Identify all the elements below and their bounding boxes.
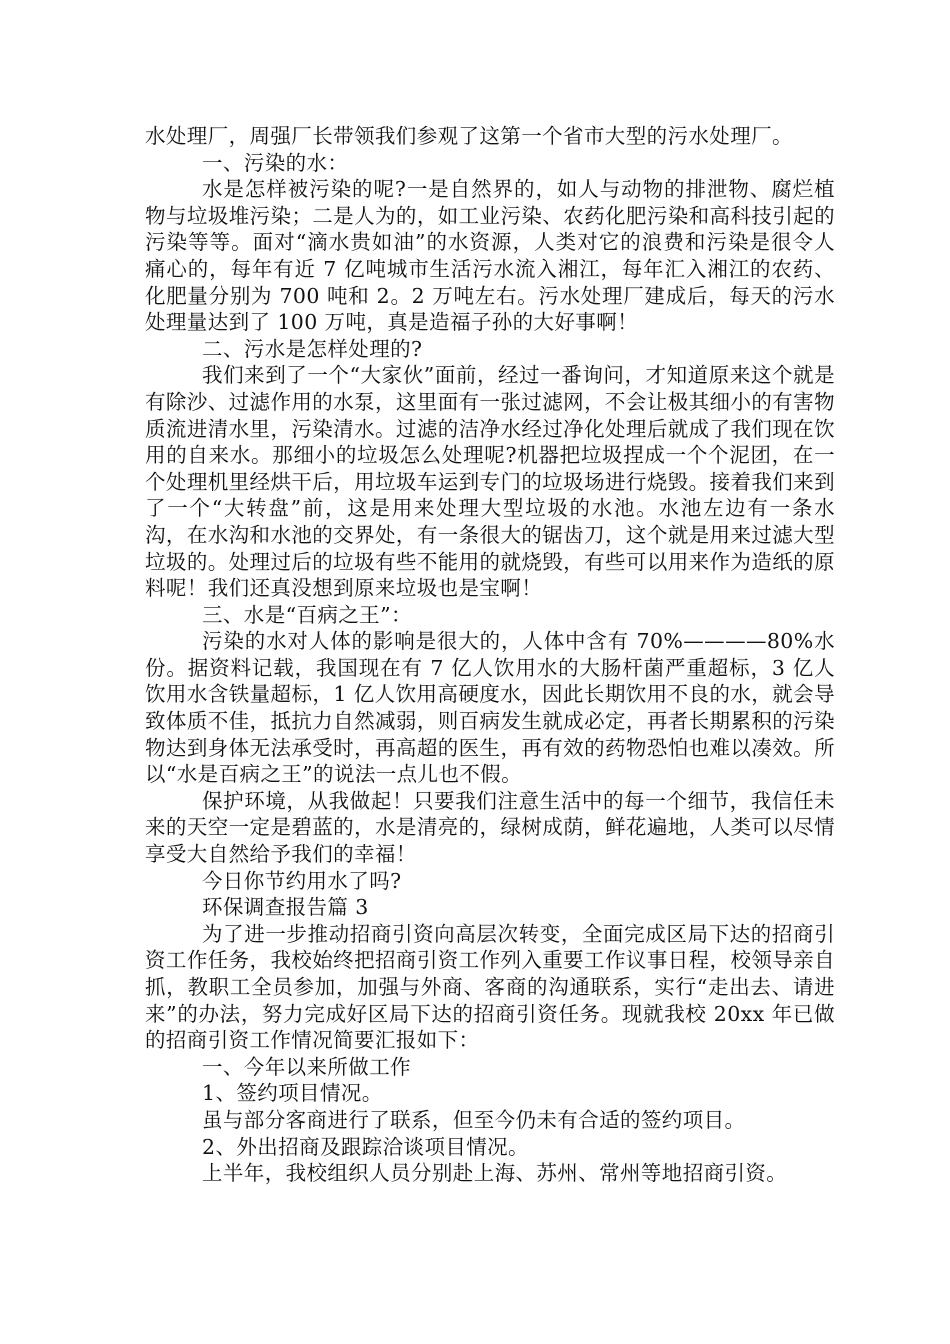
paragraph: 虽与部分客商进行了联系，但至今仍未有合适的签约项目。 [202,1107,746,1132]
paragraph: 我们来到了一个“大家伙”面前，经过一番询问，才知道原来这个就是有除沙、过滤作用的水泵，这里面有一张过滤网，不会让极其细小的有害物质流进清水里，污染清水。过滤的洁净水经过净化处理后就成了我们现在饮用的自来水。那细小的垃圾怎么处理呢?机器把垃圾捏成一个个泥团，在一个处理机里经烘干后，用垃圾车运到专门的垃圾场进行烧毁。接着我们来到了一个“大转盘”前，这是用来处理大型垃圾的水池。水池左边有一条水沟，在水沟和水池的交界处，有一条很大的锯齿刀，这个就是用来过滤大型垃圾的。处理过后的垃圾有些不能用的就烧毁，有些可以用来作为造纸的原料呢！我们还真没想到原来垃圾也是宝啊！ [145,363,835,601]
paragraph: 水处理厂，周强厂长带领我们参观了这第一个省市大型的污水处理厂。 [145,124,793,148]
paragraph: 污染的水对人体的影响是很大的，人体中含有 70%————80%水份。据资料记载，我国现在有 7 亿人饮用水的大肠杆菌严重超标，3 亿人饮用水含铁量超标，1 亿人饮用高硬度水，因此长期饮用不良的水，就会导致体质不佳，抵抗力自然减弱，则百病发生就成必定，再者长期累积的污染物达到身体无法承受时，再高超的医生，再有效的药物恐怕也难以凑效。所以“水是百病之王”的说法一点儿也不假。 [145,629,835,787]
report-title: 环保调查报告篇 3 [202,895,369,920]
paragraph: 水是怎样被污染的呢?一是自然界的，如人与动物的排泄物、腐烂植物与垃圾堆污染；二是人为的，如工业污染、农药化肥污染和高科技引起的污染等等。面对“滴水贵如油”的水资源，人类对它的浪费和污染是很令人痛心的，每年有近 7 亿吨城市生活污水流入湘江，每年汇入湘江的农药、化肥量分别为 700 吨和 2。2 万吨左右。污水处理厂建成后，每天的污水处理量达到了 100 万吨，真是造福子孙的大好事啊！ [145,177,835,335]
paragraph: 为了进一步推动招商引资向高层次转变，全面完成区局下达的招商引资工作任务，我校始终把招商引资工作列入重要工作议事日程，校领导亲自抓，教职工全员参加，加强与外商、客商的沟通联系，实行“走出去、请进来”的办法，努力完成好区局下达的招商引资任务。现就我校 20xx 年已做的招商引资工作情况简要汇报如下： [145,921,835,1053]
document-body [145,123,835,1187]
paragraph: 上半年，我校组织人员分别赴上海、苏州、常州等地招商引资。 [202,1161,788,1186]
subsection-heading: 2、外出招商及跟踪洽谈项目情况。 [202,1134,529,1159]
section-heading: 三、水是“百病之王”： [202,602,412,627]
subsection-heading: 1、签约项目情况。 [202,1081,383,1106]
section-heading: 一、污染的水： [202,150,349,175]
section-heading: 二、污水是怎样处理的? [202,336,423,361]
paragraph: 今日你节约用水了吗? [202,868,402,893]
section-heading: 一、今年以来所做工作 [202,1054,411,1079]
paragraph: 保护环境，从我做起！只要我们注意生活中的每一个细节，我信任未来的天空一定是碧蓝的，水是清亮的，绿树成荫，鲜花遍地，人类可以尽情享受大自然给予我们的幸福！ [145,788,835,867]
